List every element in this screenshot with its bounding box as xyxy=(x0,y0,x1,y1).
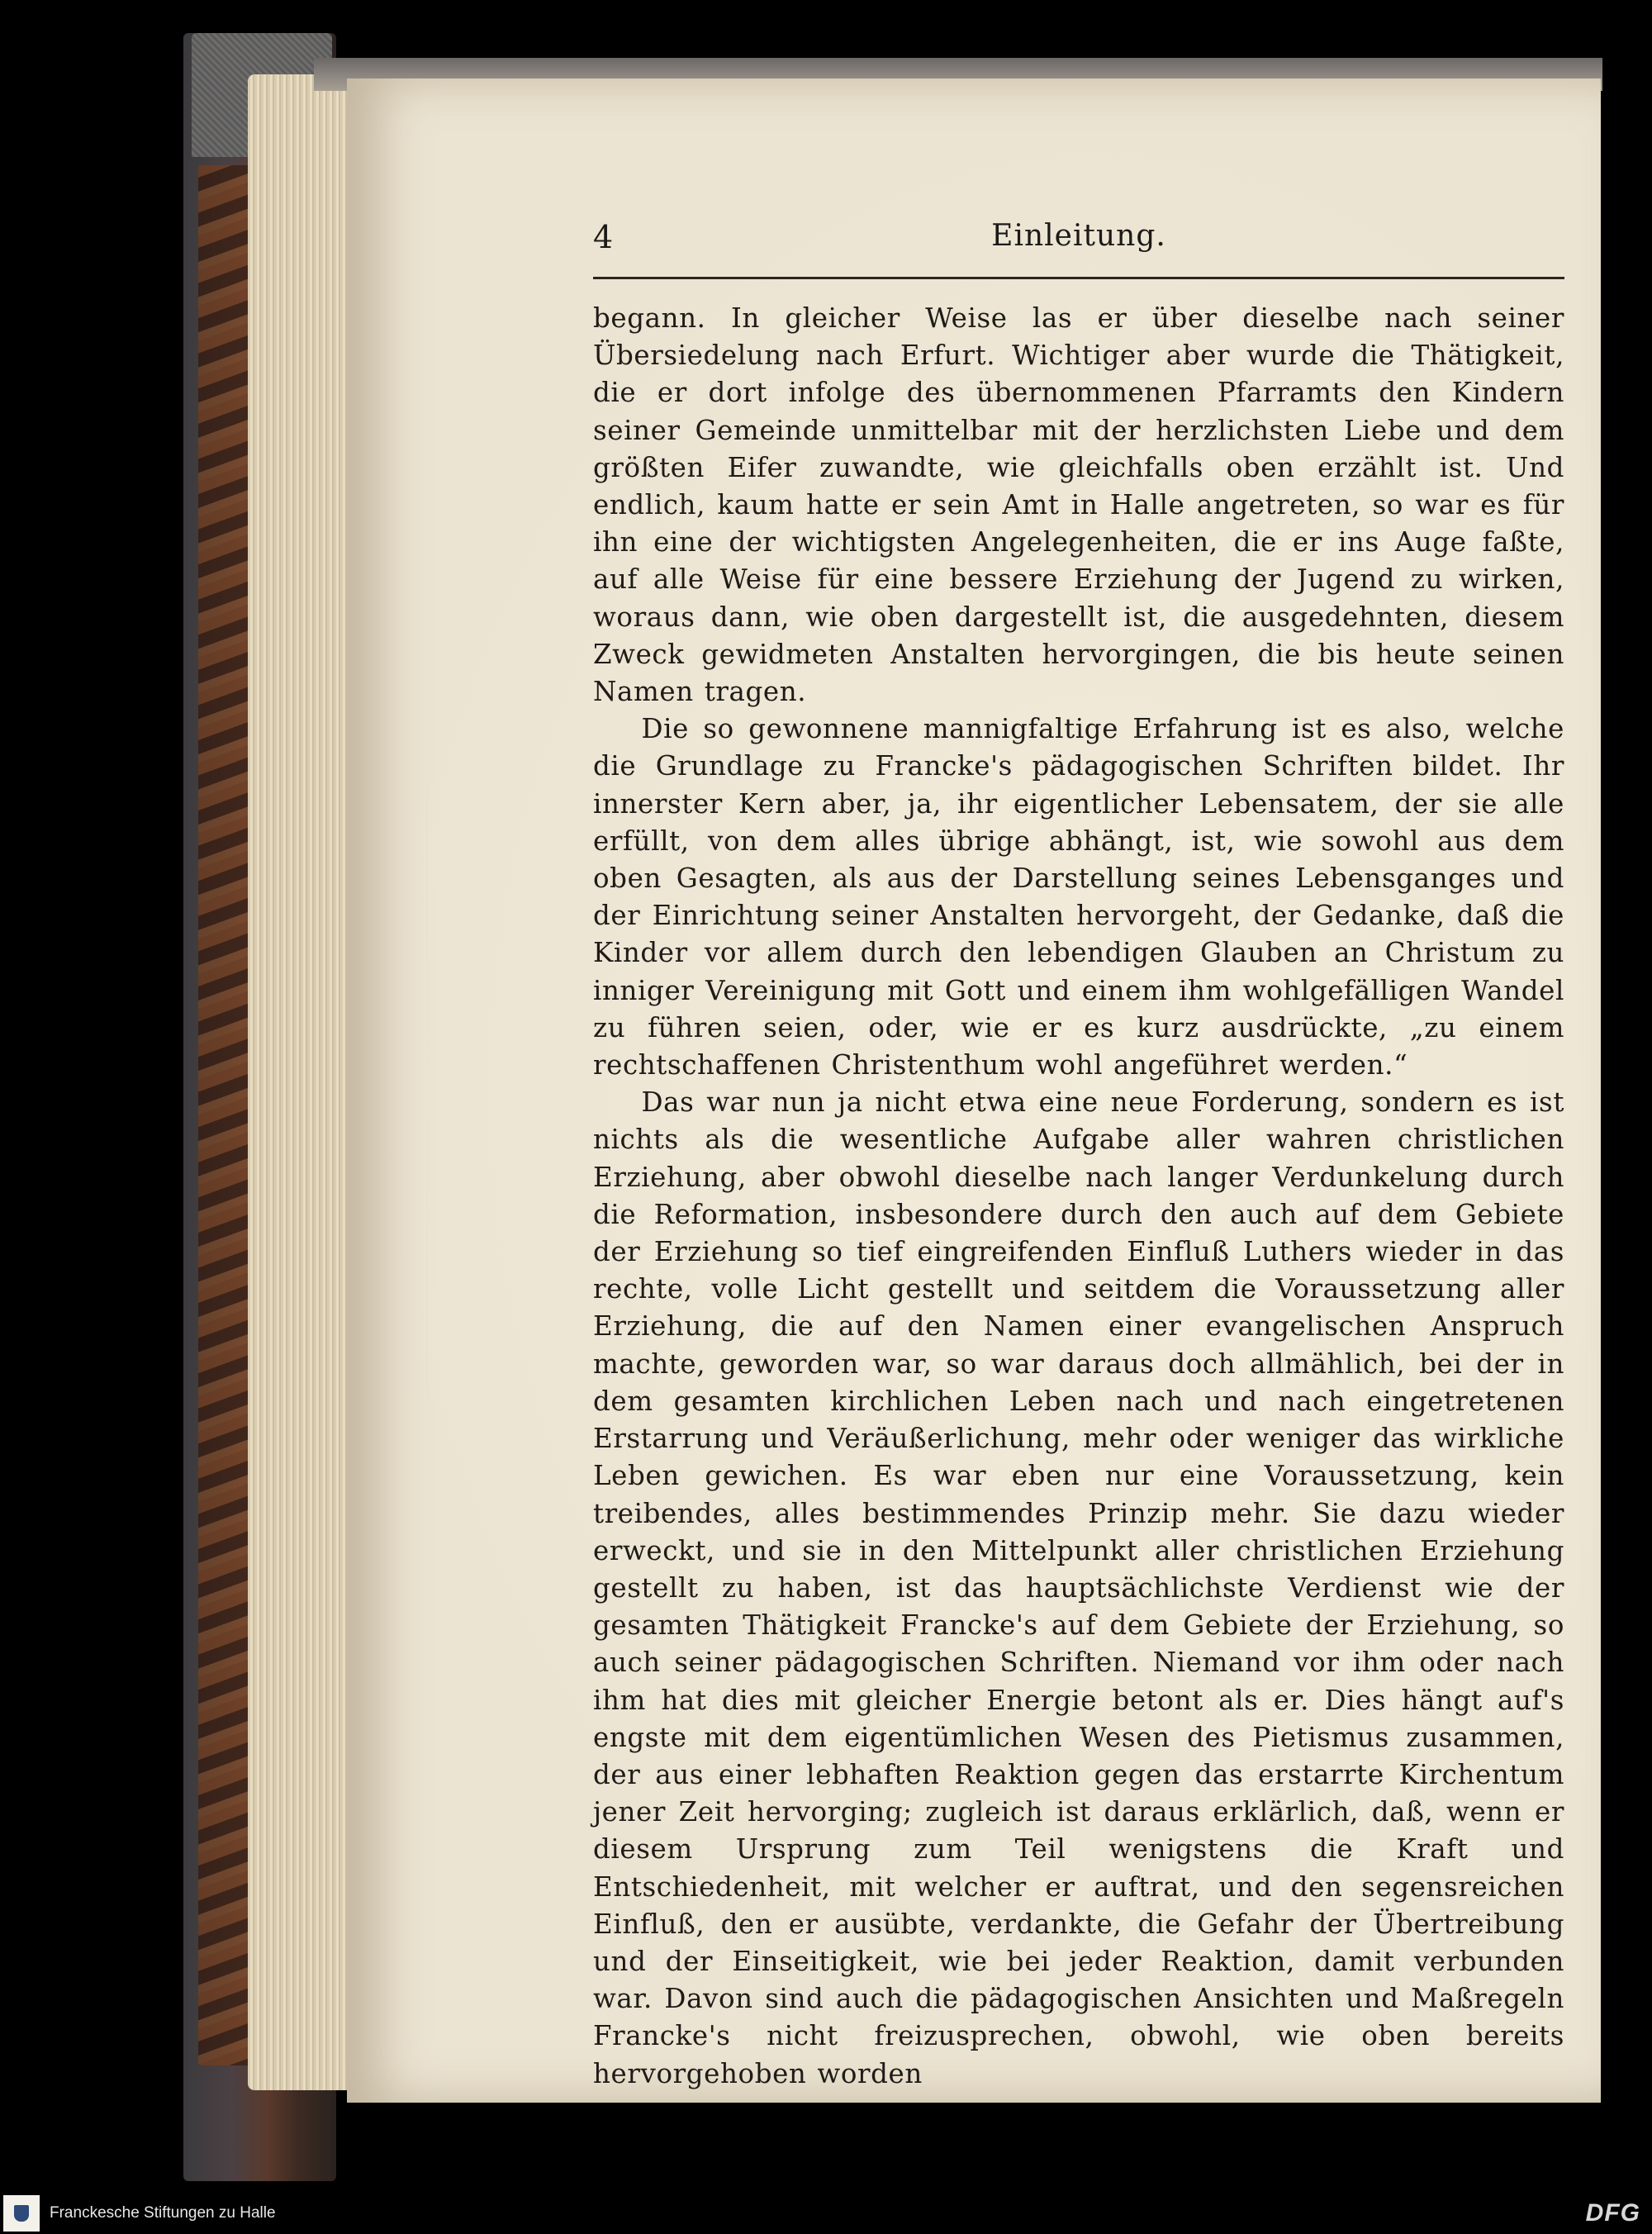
dfg-logo[interactable]: DFG xyxy=(1585,2199,1640,2227)
paragraph: Die so gewonnene mannigfaltige Erfahrung ist es also, welche die Grundlage zu Francke's pädagogischen Schriften bildet. Ihr innerster Kern aber, ja, ihr eigentlicher Lebensatem, der sie alle erfüllt, von dem alles übrige abhängt, ist, wie sowohl aus dem oben Gesagten, als aus der Darstellung seines Lebensganges und der Einrichtung seiner Anstalten hervorgeht, der Gedanke, daß die Kinder vor allem durch den lebendigen Glauben an Christum zu inniger Vereinigung mit Gott und einem ihm wohlgefälligen Wandel zu führen seien, oder, wie er es kurz ausdrückte, „zu einem rechtschaffenen Christenthum wohl angeführet werden.“ xyxy=(593,713,1564,1081)
institution-logo-icon[interactable] xyxy=(3,2195,40,2232)
institution-name[interactable]: Franckesche Stiftungen zu Halle xyxy=(50,2204,276,2222)
running-head xyxy=(593,219,1564,279)
paragraph: Das war nun ja nicht etwa eine neue Forderung, sondern es ist nichts als die wesentliche Aufgabe aller wahren christlichen Erziehung, aber obwohl dieselbe nach langer Verdunkelung durch die Reformation, insbesondere durch den auch auf dem Gebiete der Erziehung so tief eingreifenden Einfluß Luthers wieder in das rechte, volle Licht gestellt und seitdem die Voraussetzung aller Erziehung, die auf den Namen einer evangelischen Anspruch machte, geworden war, so war daraus doch allmählich, bei der in dem gesamten kirchlichen Leben nach und nach eingetretenen Erstarrung und Veräußerlichung, mehr oder weniger das wirkliche Leben gewichen. Es war eben nur eine Voraussetzung, kein treibendes, alles bestimmendes Prinzip mehr. Sie dazu wieder erweckt, und sie in den Mittelpunkt aller christlichen Erziehung gestellt zu haben, ist das hauptsächlichste Verdienst wie der gesamten Thätigkeit Francke's auf dem Gebiete der Erziehung, so auch seiner pädagogischen Schriften. Niemand vor ihm oder nach ihm hat dies mit gleicher Energie betont als er. Dies hängt auf's engste mit dem eigentümlichen Wesen des Pietismus zusammen, der aus einer lebhaften Reaktion gegen das erstarrte Kirchentum jener Zeit hervorging; zugleich ist daraus erklärlich, daß, wenn er diesem Ursprung zum Teil wenigstens die Kraft und Entschiedenheit, mit welcher er auftrat, und den segensreichen Einfluß, den er ausübte, verdankte, die Gefahr der Übertreibung und der Einseitigkeit, wie bei jeder Reaktion, damit verbunden war. Davon sind auch die pädagogischen Ansichten und Maßregeln Francke's nicht freizusprechen, obwohl, wie oben bereits hervorgehoben worden xyxy=(593,1086,1564,2089)
paragraph: begann. In gleicher Weise las er über dieselbe nach seiner Übersiedelung nach Erfurt. Wichtiger aber wurde die Thätigkeit, die er dort infolge des übernommenen Pfarramts den Kindern seiner Gemeinde unmittelbar mit der herzlichsten Liebe und dem größten Eifer zuwandte, wie gleichfalls oben erzählt ist. Und endlich, kaum hatte er sein Amt in Halle angetreten, so war es für ihn eine der wichtigsten Angelegenheiten, die er ins Auge faßte, auf alle Weise für eine bessere Erziehung der Jugend zu wirken, woraus dann, wie oben dargestellt ist, die ausgedehnten, diesem Zweck gewidmeten Anstalten hervorgingen, die bis heute seinen Namen tragen. xyxy=(593,302,1564,708)
body-text xyxy=(593,300,1564,2093)
footer-bar xyxy=(0,2193,1652,2234)
page-number: 4 xyxy=(593,219,614,255)
section-title: Einleitung. xyxy=(991,219,1166,253)
crest-icon xyxy=(14,2205,29,2222)
book-page xyxy=(347,78,1601,2103)
